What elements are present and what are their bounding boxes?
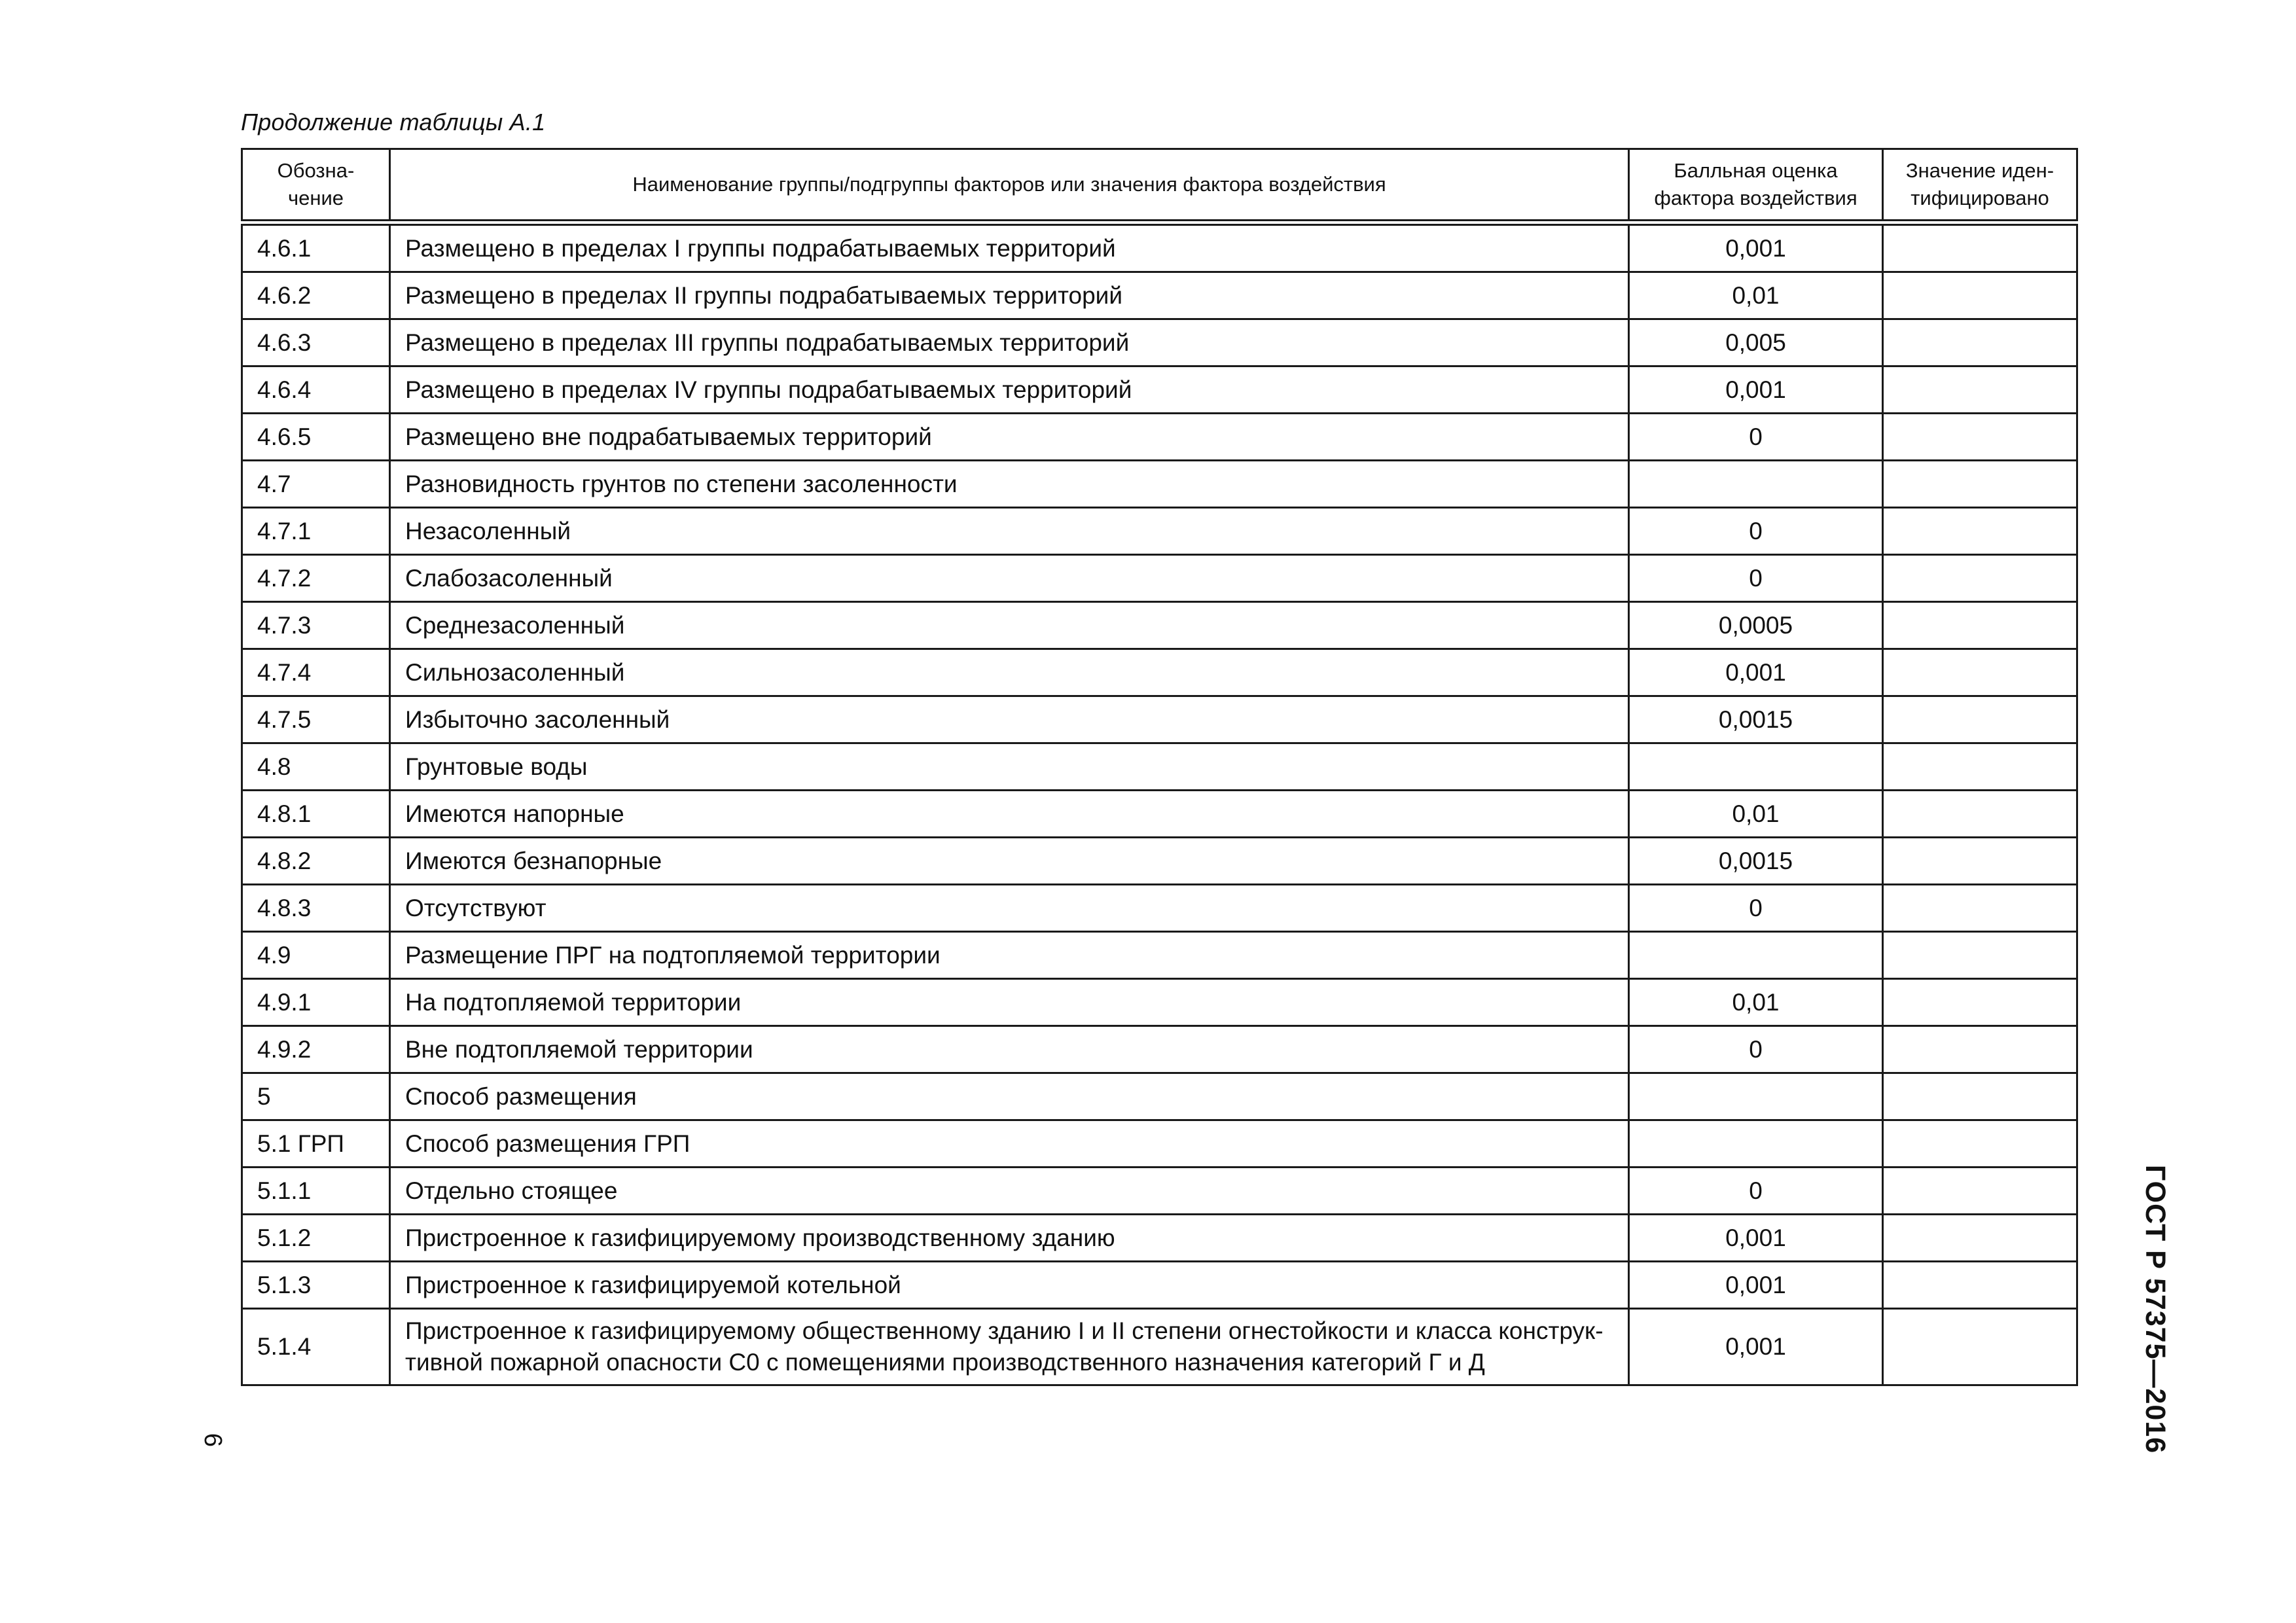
row-score: 0 <box>1629 1168 1883 1215</box>
row-code: 5.1.2 <box>242 1215 390 1262</box>
row-code: 4.8.3 <box>242 885 390 932</box>
row-score <box>1629 932 1883 979</box>
row-identified-cell <box>1883 979 2077 1026</box>
row-name: Размещено вне подрабатываемых территорий <box>390 414 1629 461</box>
row-identified-cell <box>1883 366 2077 414</box>
row-code: 5.1.3 <box>242 1262 390 1309</box>
row-score: 0,0015 <box>1629 838 1883 885</box>
row-code: 4.6.5 <box>242 414 390 461</box>
page-number <box>196 1420 229 1459</box>
row-score: 0 <box>1629 885 1883 932</box>
header-designation <box>242 149 390 223</box>
table-row <box>242 1309 2077 1385</box>
row-identified-cell <box>1883 1262 2077 1309</box>
row-score: 0 <box>1629 555 1883 602</box>
row-identified-cell <box>1883 1215 2077 1262</box>
header-score-line1: Балльная оценка <box>1674 159 1838 182</box>
row-name: Способ размещения ГРП <box>390 1120 1629 1168</box>
row-code: 4.6.1 <box>242 223 390 272</box>
row-name: Разновидность грунтов по степени засоленности <box>390 461 1629 508</box>
row-name: Размещено в пределах II группы подрабатываемых территорий <box>390 272 1629 319</box>
row-score <box>1629 1120 1883 1168</box>
row-identified-cell <box>1883 272 2077 319</box>
row-score: 0 <box>1629 1026 1883 1073</box>
row-score: 0,001 <box>1629 1215 1883 1262</box>
row-code: 4.9.2 <box>242 1026 390 1073</box>
table-row <box>242 1168 2077 1215</box>
table-row <box>242 366 2077 414</box>
row-score <box>1629 743 1883 791</box>
header-identified-line2: тифицировано <box>1910 187 2049 209</box>
table-row <box>242 696 2077 743</box>
row-score: 0,0005 <box>1629 602 1883 649</box>
header-designation-line2: чение <box>287 187 344 209</box>
table-row <box>242 223 2077 272</box>
row-score <box>1629 461 1883 508</box>
row-score: 0,01 <box>1629 272 1883 319</box>
row-score: 0,0015 <box>1629 696 1883 743</box>
row-name: Сильнозасоленный <box>390 649 1629 696</box>
table-row <box>242 791 2077 838</box>
row-name: Размещено в пределах III группы подрабатываемых территорий <box>390 319 1629 366</box>
row-score: 0,005 <box>1629 319 1883 366</box>
header-identified-line1: Значение иден- <box>1905 159 2054 182</box>
row-score: 0 <box>1629 508 1883 555</box>
table-row <box>242 602 2077 649</box>
row-identified-cell <box>1883 743 2077 791</box>
row-identified-cell <box>1883 602 2077 649</box>
table-row <box>242 414 2077 461</box>
row-identified-cell <box>1883 1120 2077 1168</box>
row-code: 4.7.5 <box>242 696 390 743</box>
row-code: 5.1.1 <box>242 1168 390 1215</box>
row-name: Отдельно стоящее <box>390 1168 1629 1215</box>
row-score: 0,001 <box>1629 649 1883 696</box>
row-name: Пристроенное к газифицируемому производственному зданию <box>390 1215 1629 1262</box>
row-identified-cell <box>1883 885 2077 932</box>
row-code: 4.6.4 <box>242 366 390 414</box>
document-standard-title <box>2137 1164 2174 1454</box>
row-code: 4.7.3 <box>242 602 390 649</box>
row-name: Слабозасоленный <box>390 555 1629 602</box>
table-row <box>242 508 2077 555</box>
row-identified-cell <box>1883 1309 2077 1385</box>
row-identified-cell <box>1883 932 2077 979</box>
table-row <box>242 649 2077 696</box>
row-code: 4.7.1 <box>242 508 390 555</box>
row-code: 4.7.4 <box>242 649 390 696</box>
row-name: Имеются напорные <box>390 791 1629 838</box>
table-header-row <box>242 149 2077 223</box>
row-identified-cell <box>1883 223 2077 272</box>
table-row <box>242 272 2077 319</box>
row-name: Грунтовые воды <box>390 743 1629 791</box>
row-code: 4.8.1 <box>242 791 390 838</box>
row-name: На подтопляемой территории <box>390 979 1629 1026</box>
header-score <box>1629 149 1883 223</box>
row-score: 0,01 <box>1629 979 1883 1026</box>
row-code: 4.8 <box>242 743 390 791</box>
row-code: 4.7 <box>242 461 390 508</box>
row-code: 4.6.2 <box>242 272 390 319</box>
row-score: 0,01 <box>1629 791 1883 838</box>
row-identified-cell <box>1883 1026 2077 1073</box>
table-row <box>242 979 2077 1026</box>
row-code: 5 <box>242 1073 390 1120</box>
row-identified-cell <box>1883 319 2077 366</box>
row-identified-cell <box>1883 414 2077 461</box>
table-row <box>242 1026 2077 1073</box>
table-row <box>242 932 2077 979</box>
row-score <box>1629 1073 1883 1120</box>
page-number-text: 6 <box>199 1433 227 1447</box>
row-score: 0,001 <box>1629 223 1883 272</box>
row-name: Размещение ПРГ на подтопляемой территории <box>390 932 1629 979</box>
row-name: Избыточно засоленный <box>390 696 1629 743</box>
row-code: 4.7.2 <box>242 555 390 602</box>
row-score: 0,001 <box>1629 1309 1883 1385</box>
table-row <box>242 461 2077 508</box>
row-name: Вне подтопляемой территории <box>390 1026 1629 1073</box>
table-row <box>242 1073 2077 1120</box>
row-name: Отсутствуют <box>390 885 1629 932</box>
row-identified-cell <box>1883 838 2077 885</box>
header-name: Наименование группы/подгруппы факторов или значения фактора воздействия <box>390 149 1629 223</box>
row-identified-cell <box>1883 508 2077 555</box>
row-code: 4.9 <box>242 932 390 979</box>
row-code: 5.1.4 <box>242 1309 390 1385</box>
row-code: 4.8.2 <box>242 838 390 885</box>
row-identified-cell <box>1883 555 2077 602</box>
document-standard-title-text: ГОСТ Р 57375—2016 <box>2140 1164 2172 1454</box>
row-name: Среднезасоленный <box>390 602 1629 649</box>
table-row <box>242 743 2077 791</box>
row-code: 4.9.1 <box>242 979 390 1026</box>
table-row <box>242 1120 2077 1168</box>
table-row <box>242 838 2077 885</box>
table-row <box>242 1215 2077 1262</box>
row-name: Незасоленный <box>390 508 1629 555</box>
row-name: Способ размещения <box>390 1073 1629 1120</box>
table-row <box>242 885 2077 932</box>
row-name: Размещено в пределах I группы подрабатываемых территорий <box>390 223 1629 272</box>
row-score: 0 <box>1629 414 1883 461</box>
table-row <box>242 1262 2077 1309</box>
row-name: Пристроенное к газифицируемому общественному зданию I и II степени огнестойкости и класса конструк-тивной пожарной опасности С0 с помещениями производственного назначения категорий Г и Д <box>390 1309 1629 1385</box>
row-identified-cell <box>1883 696 2077 743</box>
row-identified-cell <box>1883 649 2077 696</box>
row-name: Размещено в пределах IV группы подрабатываемых территорий <box>390 366 1629 414</box>
row-identified-cell <box>1883 791 2077 838</box>
header-score-line2: фактора воздействия <box>1654 187 1857 209</box>
table-row <box>242 555 2077 602</box>
row-identified-cell <box>1883 1168 2077 1215</box>
row-score: 0,001 <box>1629 366 1883 414</box>
factors-table <box>241 148 2078 1386</box>
table-caption: Продолжение таблицы А.1 <box>241 109 546 135</box>
header-designation-line1: Обозна- <box>277 159 355 182</box>
row-identified-cell <box>1883 461 2077 508</box>
header-identified <box>1883 149 2077 223</box>
row-name: Имеются безнапорные <box>390 838 1629 885</box>
row-code: 4.6.3 <box>242 319 390 366</box>
row-score: 0,001 <box>1629 1262 1883 1309</box>
table-row <box>242 319 2077 366</box>
row-identified-cell <box>1883 1073 2077 1120</box>
row-name: Пристроенное к газифицируемой котельной <box>390 1262 1629 1309</box>
row-code: 5.1 ГРП <box>242 1120 390 1168</box>
